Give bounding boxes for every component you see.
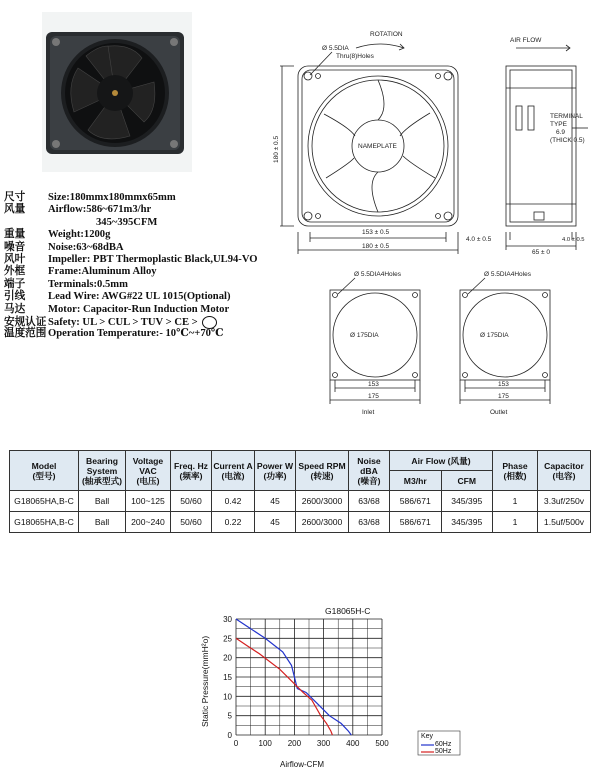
chart-grid (236, 619, 382, 735)
chart-ticks (223, 615, 389, 748)
terminal-label-3: 6.9 (556, 129, 566, 136)
table-cell: 200~240 (126, 512, 171, 533)
x-tick-label: 500 (375, 739, 389, 748)
ccc-certification-icon (202, 316, 217, 329)
col-freq: Freq. Hz (频率) (171, 451, 212, 491)
x-tick-label: 0 (233, 739, 239, 748)
table-header-row (10, 451, 591, 471)
x-tick-label: 300 (316, 739, 331, 748)
performance-chart (200, 605, 465, 773)
col-noise: Noise dBA (噪音) (349, 451, 390, 491)
y-tick-label: 5 (227, 711, 232, 721)
holes-count-label: Thru(8)Holes (336, 53, 374, 60)
spec-list (4, 192, 294, 341)
y-tick-label: 10 (223, 692, 232, 702)
table-cell: 1 (493, 512, 538, 533)
outlet-label: Outlet (490, 409, 508, 416)
x-tick-label: 200 (287, 739, 302, 748)
table-cell: 0.22 (212, 512, 255, 533)
table-cell: 2600/3000 (296, 491, 349, 512)
table-cell: 63/68 (349, 512, 390, 533)
rotation-label: ROTATION (370, 31, 403, 38)
spec-noise: 噪音 Noise:63~68dBA (4, 241, 124, 253)
spec-airflow: 风量 Airflow:586~671m3/hr (4, 204, 152, 216)
col-model: Model (型号) (10, 451, 79, 491)
terminal-label-4: (THICK 0.5) (550, 137, 585, 144)
table-cell: Ball (79, 512, 126, 533)
outlet-holes-label: Ø 5.5DIA4Holes (484, 271, 531, 278)
y-tick-label: 20 (223, 653, 232, 663)
chart-legend (418, 731, 460, 755)
col-bearing: Bearing System (轴承型式) (79, 451, 126, 491)
y-tick-label: 30 (223, 615, 232, 624)
col-capacitor: Capacitor (电容) (538, 451, 591, 491)
fan-image-icon (42, 12, 192, 172)
table-cell: 45 (255, 491, 296, 512)
dim-153: 153 ± 0.5 (362, 229, 390, 236)
outlet-153: 153 (498, 381, 509, 388)
inlet-175: 175 (368, 393, 379, 400)
spec-size: 尺寸 Size:180mmx180mmx65mm (4, 192, 176, 203)
col-cfm: CFM (441, 471, 493, 491)
col-m3hr: M3/hr (390, 471, 442, 491)
col-speed: Speed RPM (转速) (296, 451, 349, 491)
table-cell: 2600/3000 (296, 512, 349, 533)
spec-lead-wire: 引线 Lead Wire: AWG#22 UL 1015(Optional) (4, 291, 231, 303)
outlet-dia-label: Ø 175DIA (480, 332, 509, 339)
chart-title: G18065H-C (325, 606, 371, 616)
terminal-label-2: TYPE (550, 121, 567, 128)
y-axis-label: Static Pressure(mmH²o) (200, 635, 210, 727)
dim-side-right: 4.0 ± 0.5 (562, 237, 585, 243)
table-row (10, 512, 591, 533)
table-cell: 345/395 (441, 512, 493, 533)
spec-safety: 安规认证 Safety: UL > CUL > TUV > CE > (4, 316, 294, 328)
x-tick-label: 100 (258, 739, 272, 748)
spec-table (9, 450, 591, 533)
inlet-holes-label: Ø 5.5DIA4Holes (354, 271, 401, 278)
spec-temperature: 温度范围 Operation Temperature:- 10℃~+70℃ (4, 328, 224, 340)
col-current: Current A (电流) (212, 451, 255, 491)
table-cell: 63/68 (349, 491, 390, 512)
spec-airflow-cfm: 345~395CFM (96, 216, 158, 228)
y-tick-label: 15 (223, 673, 232, 682)
spec-terminals: 端子 Terminals:0.5mm (4, 278, 128, 290)
y-tick-label: 25 (223, 634, 232, 644)
legend-title: Key (421, 733, 434, 740)
x-tick-label: 400 (346, 739, 360, 748)
table-cell: 586/671 (390, 512, 442, 533)
table-cell: 1.5uf/500v (538, 512, 591, 533)
table-cell: 3.3uf/250v (538, 491, 591, 512)
table-row (10, 491, 591, 512)
legend-label-60hz: 60Hz (435, 741, 452, 748)
dim-v180: 180 ± 0.5 (273, 135, 280, 163)
dim-65: 65 ± 0 (532, 249, 551, 256)
col-phase: Phase (相数) (493, 451, 538, 491)
table-cell: G18065HA,B-C (10, 512, 79, 533)
col-power: Power W (功率) (255, 451, 296, 491)
air-flow-label: AIR FLOW (510, 37, 542, 44)
legend-label-50hz: 50Hz (435, 748, 452, 755)
spec-frame: 外框 Frame:Aluminum Alloy (4, 266, 157, 278)
table-cell: 0.42 (212, 491, 255, 512)
table-cell: 50/60 (171, 491, 212, 512)
outlet-175: 175 (498, 393, 509, 400)
fan-photo (42, 12, 192, 172)
table-cell: G18065HA,B-C (10, 491, 79, 512)
spec-motor: 马达 Motor: Capacitor-Run Induction Motor (4, 303, 230, 315)
inlet-dia-label: Ø 175DIA (350, 332, 379, 339)
table-cell: 100~125 (126, 491, 171, 512)
y-tick-label: 0 (227, 731, 232, 740)
col-voltage: Voltage VAC (电压) (126, 451, 171, 491)
table-cell: 345/395 (441, 491, 493, 512)
nameplate-label: NAMEPLATE (358, 143, 397, 150)
table-cell: 586/671 (390, 491, 442, 512)
holes-label: Ø 5.5DIA (322, 45, 349, 52)
dim-180: 180 ± 0.5 (362, 243, 390, 250)
spec-weight: 重量 Weight:1200g (4, 229, 111, 241)
dimension-drawing (270, 18, 600, 416)
dim-side-left: 4.0 ± 0.5 (466, 236, 492, 243)
col-airflow: Air Flow (风量) (390, 451, 493, 471)
spec-impeller: 风叶 Impeller: PBT Thermoplastic Black,UL94-VO (4, 253, 258, 265)
table-cell: 50/60 (171, 512, 212, 533)
inlet-153: 153 (368, 381, 379, 388)
terminal-label-1: TERMINAL (550, 113, 583, 120)
x-axis-label: Airflow-CFM (280, 760, 324, 769)
inlet-label: Inlet (362, 409, 375, 416)
table-cell: 1 (493, 491, 538, 512)
table-cell: 45 (255, 512, 296, 533)
table-cell: Ball (79, 491, 126, 512)
